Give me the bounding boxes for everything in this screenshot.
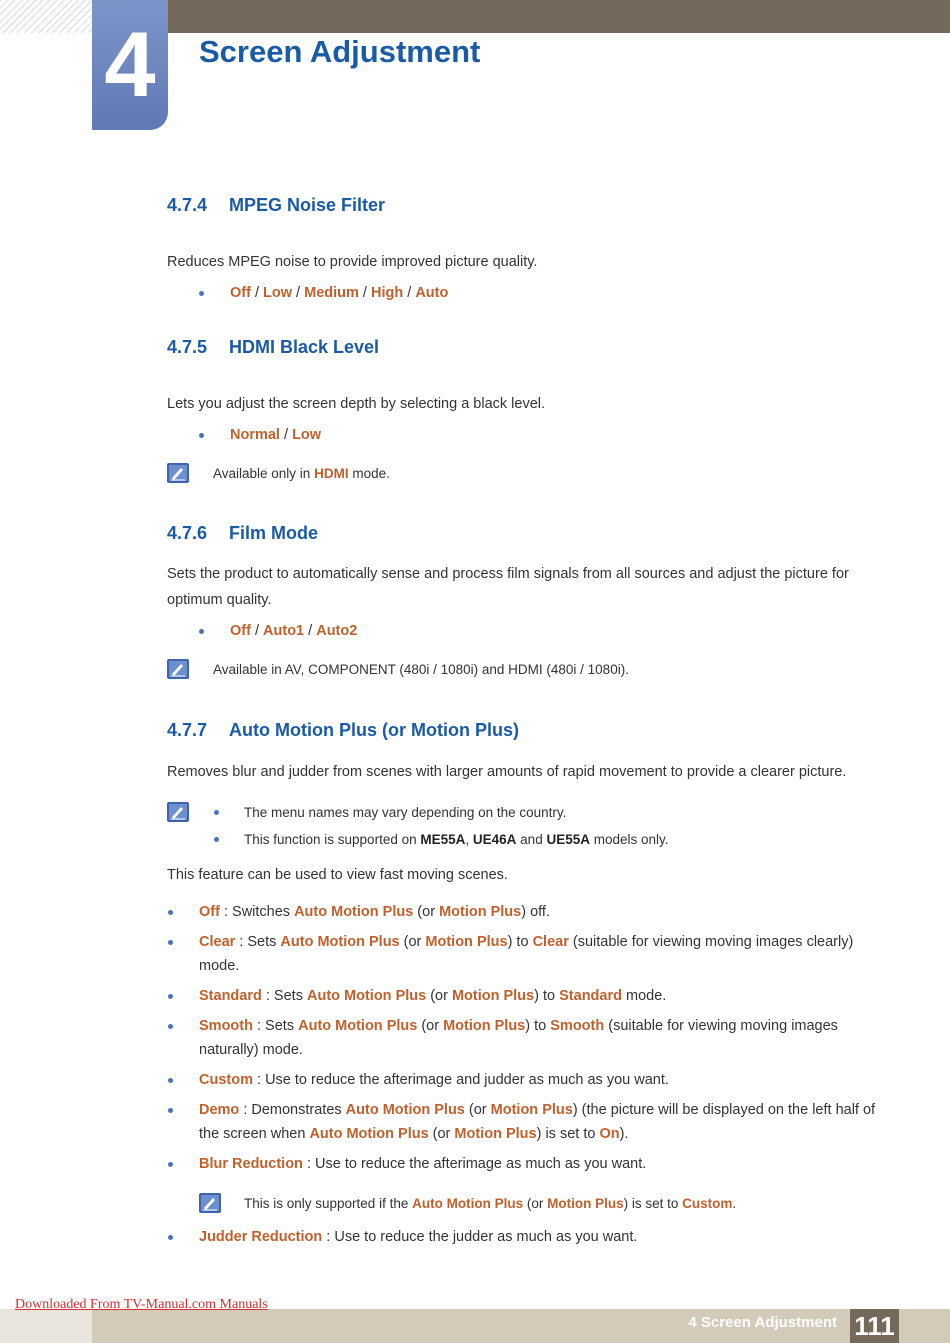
note-text: ) is set to [623, 1196, 683, 1211]
page-content [167, 190, 879, 1249]
option-auto1: Auto1 [263, 623, 305, 639]
option-auto: Auto [415, 285, 449, 301]
note-pencil-icon [199, 1193, 221, 1213]
text: ). [619, 1126, 629, 1142]
mode-label: Clear [199, 934, 236, 950]
bullet-icon [168, 1024, 173, 1029]
note-text: The menu names may vary depending on the country. [244, 805, 567, 820]
mode-item-judder-reduction [167, 1225, 879, 1249]
separator: / [250, 285, 264, 301]
term: Motion Plus [425, 934, 508, 950]
mode-label: Smooth [199, 1018, 253, 1034]
term: Motion Plus [451, 988, 535, 1004]
option-medium: Medium [304, 285, 359, 301]
section-number: 4.7.6 [167, 523, 208, 543]
note [167, 461, 879, 487]
separator: / [304, 623, 317, 639]
mode-item-custom [167, 1068, 879, 1092]
text: : Sets [235, 934, 281, 950]
note-text: (or [523, 1196, 548, 1211]
term: Auto Motion Plus [294, 904, 414, 920]
page-number: 111 [850, 1309, 899, 1343]
text: (or [413, 904, 440, 920]
header-hatch-decoration [0, 0, 92, 33]
mode-label: Blur Reduction [199, 1156, 303, 1172]
mode-item-clear [167, 930, 879, 978]
mode-item-off [167, 900, 879, 924]
bullet-icon [168, 1162, 173, 1167]
note-text: mode. [348, 466, 390, 481]
text: ) to [534, 988, 560, 1004]
section-description: Lets you adjust the screen depth by selecting a black level. [167, 396, 546, 412]
model-name: UE55A [546, 832, 590, 847]
text: ) to [525, 1018, 551, 1034]
term: Custom [682, 1196, 733, 1211]
mode-item-demo [167, 1098, 879, 1146]
bullet-icon [168, 910, 173, 915]
section-heading-mpeg-noise-filter [167, 190, 879, 220]
download-source-link[interactable]: Downloaded From TV-Manual.com Manuals [15, 1297, 268, 1312]
term: Motion Plus [439, 904, 522, 920]
text: : Switches [219, 904, 295, 920]
text: (or [417, 1018, 444, 1034]
section-heading-auto-motion-plus [167, 715, 879, 745]
note-text: , [465, 832, 473, 847]
text: (or [426, 988, 452, 1004]
note-text: and [516, 832, 547, 847]
chapter-title: Screen Adjustment [199, 34, 481, 69]
text: (or [399, 934, 426, 950]
term: Clear [532, 934, 569, 950]
section-number: 4.7.5 [167, 337, 208, 357]
feature-intro: This feature can be used to view fast moving scenes. [167, 867, 508, 883]
term: Motion Plus [547, 1196, 624, 1211]
term: Motion Plus [490, 1102, 573, 1118]
term: Auto Motion Plus [412, 1196, 524, 1211]
text: ) is set to [536, 1126, 600, 1142]
text: (suitable for viewing moving images naturally) mode. [199, 1018, 838, 1058]
header-bar [168, 0, 950, 33]
mode-label: Custom [199, 1072, 253, 1088]
option-low: Low [263, 285, 293, 301]
bullet-icon [168, 994, 173, 999]
text: ) off. [521, 904, 550, 920]
mode-item-blur-reduction [167, 1152, 879, 1176]
section-heading-film-mode [167, 518, 879, 548]
mode-label: Standard [199, 988, 262, 1004]
section-description: Sets the product to automatically sense and process film signals from all sources and adjust the picture for optimum quality. [167, 566, 849, 608]
note-text: models only. [589, 832, 669, 847]
section-description: Removes blur and judder from scenes with larger amounts of rapid movement to provide a clearer picture. [167, 764, 847, 780]
bullet-icon [199, 433, 204, 438]
text: (or [464, 1102, 491, 1118]
mode-label: Demo [199, 1102, 240, 1118]
footer-bar-left [0, 1309, 92, 1343]
option-high: High [371, 285, 404, 301]
bullet-icon [214, 810, 219, 815]
term: Auto Motion Plus [306, 988, 427, 1004]
text: mode. [621, 988, 667, 1004]
text: : Use to reduce the judder as much as you want. [322, 1229, 638, 1245]
bullet-icon [168, 940, 173, 945]
note-bullet [167, 799, 879, 826]
note-text: This function is supported on [244, 832, 421, 847]
section-description: Reduces MPEG noise to provide improved picture quality. [167, 254, 538, 270]
section-title: HDMI Black Level [229, 337, 380, 357]
term: Auto Motion Plus [309, 1126, 429, 1142]
mode-label: Off [199, 904, 220, 920]
text: : Sets [252, 1018, 299, 1034]
chapter-number-tab: 4 [92, 0, 168, 130]
separator: / [250, 623, 264, 639]
note-pencil-icon [167, 659, 189, 679]
term: Motion Plus [454, 1126, 537, 1142]
mode-label: Judder Reduction [199, 1229, 323, 1245]
text: ) (the picture will be displayed on the left half of the screen when [199, 1102, 876, 1142]
note-text: This is only supported if the [244, 1196, 413, 1211]
term: Standard [559, 988, 622, 1004]
text: : Use to reduce the afterimage and judder as much as you want. [252, 1072, 669, 1088]
section-heading-hdmi-black-level [167, 332, 879, 362]
note-text: Available only in [213, 466, 315, 481]
section-title: MPEG Noise Filter [229, 195, 386, 215]
note-text: Available in AV, COMPONENT (480i / 1080i) and HDMI (480i / 1080i). [213, 662, 629, 677]
term: Auto Motion Plus [298, 1018, 418, 1034]
bullet-icon [214, 837, 219, 842]
note-group [167, 799, 879, 853]
model-name: ME55A [420, 832, 466, 847]
section-number: 4.7.4 [167, 195, 208, 215]
section-title: Film Mode [229, 523, 318, 543]
blur-note [199, 1191, 879, 1217]
section-title: Auto Motion Plus (or Motion Plus) [229, 720, 519, 740]
mode-item-standard [167, 984, 879, 1008]
note-pencil-icon [167, 463, 189, 483]
note [167, 657, 879, 683]
bullet-icon [168, 1108, 173, 1113]
term: Motion Plus [443, 1018, 526, 1034]
bullet-icon [199, 291, 204, 296]
options-list-item [167, 619, 879, 643]
separator: / [358, 285, 371, 301]
separator: / [292, 285, 305, 301]
option-low: Low [292, 427, 322, 443]
bullet-icon [168, 1078, 173, 1083]
mode-list [167, 900, 879, 1249]
mode-item-smooth [167, 1014, 879, 1062]
text: : Sets [261, 988, 307, 1004]
footer-section-label: 4 Screen Adjustment [688, 1314, 837, 1331]
term: Auto Motion Plus [280, 934, 400, 950]
term: Auto Motion Plus [345, 1102, 465, 1118]
term: Smooth [550, 1018, 605, 1034]
bullet-icon [199, 629, 204, 634]
model-name: UE46A [472, 832, 517, 847]
separator: / [279, 427, 293, 443]
separator: / [403, 285, 416, 301]
option-off: Off [230, 285, 251, 301]
option-normal: Normal [230, 427, 280, 443]
text: (or [428, 1126, 455, 1142]
section-number: 4.7.7 [167, 720, 208, 740]
bullet-icon [168, 1235, 173, 1240]
text: (suitable for viewing moving images clearly) mode. [199, 934, 854, 974]
note-text: . [732, 1196, 737, 1211]
options-list-item [167, 281, 879, 305]
text: ) to [507, 934, 533, 950]
options-list-item [167, 423, 879, 447]
note-bullet [167, 826, 879, 853]
option-auto2: Auto2 [316, 623, 358, 639]
option-off: Off [230, 623, 251, 639]
hdmi-highlight: HDMI [314, 466, 349, 481]
text: : Demonstrates [239, 1102, 346, 1118]
term: On [599, 1126, 620, 1142]
text: : Use to reduce the afterimage as much as you want. [302, 1156, 647, 1172]
